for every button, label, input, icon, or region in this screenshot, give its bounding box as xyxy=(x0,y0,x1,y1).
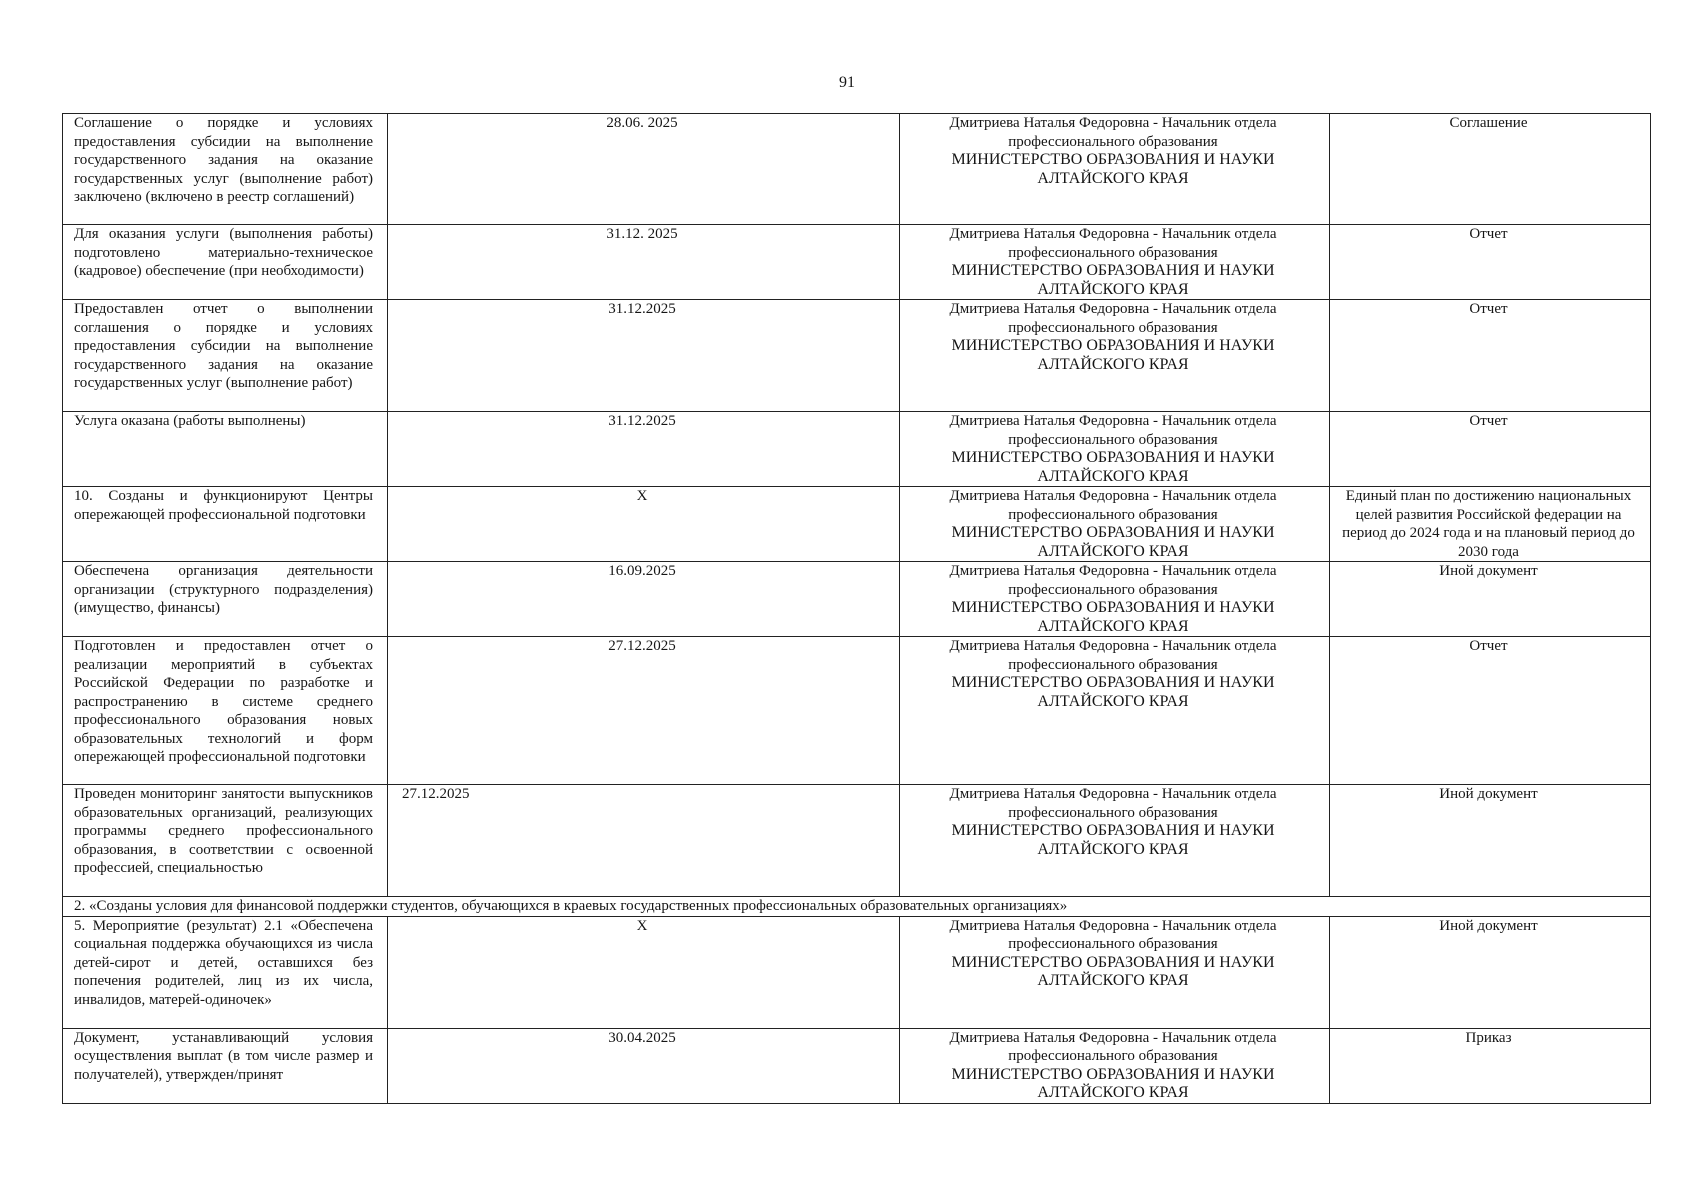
responsible-person: Дмитриева Наталья Федоровна - Начальник отдела профессионального образования xyxy=(949,917,1277,952)
document-type: Отчет xyxy=(1330,412,1651,487)
responsible-cell xyxy=(900,1028,1330,1103)
result-text: Для оказания услуги (выполнения работы) подготовлено материально-техническое (кадровое) обеспечение (при необходимости) xyxy=(63,225,388,300)
responsible-organization: МИНИСТЕРСТВО ОБРАЗОВАНИЯ И НАУКИ АЛТАЙСКОГО КРАЯ xyxy=(951,337,1275,373)
due-date: 31.12.2025 xyxy=(388,412,900,487)
responsible-cell xyxy=(900,487,1330,562)
responsible-cell xyxy=(900,300,1330,412)
due-date: 31.12. 2025 xyxy=(388,225,900,300)
document-type: Отчет xyxy=(1330,225,1651,300)
due-date: 16.09.2025 xyxy=(388,562,900,637)
responsible-cell xyxy=(900,225,1330,300)
result-text: Обеспечена организация деятельности организации (структурного подразделения) (имущество, финансы) xyxy=(63,562,388,637)
result-text: 10. Созданы и функционируют Центры опережающей профессиональной подготовки xyxy=(63,487,388,562)
responsible-cell xyxy=(900,562,1330,637)
document-type: Отчет xyxy=(1330,300,1651,412)
due-date: 31.12.2025 xyxy=(388,300,900,412)
responsible-person: Дмитриева Наталья Федоровна - Начальник отдела профессионального образования xyxy=(949,563,1277,598)
responsible-person: Дмитриева Наталья Федоровна - Начальник отдела профессионального образования xyxy=(949,301,1277,336)
responsible-cell xyxy=(900,637,1330,785)
due-date: 27.12.2025 xyxy=(388,637,900,785)
responsible-person: Дмитриева Наталья Федоровна - Начальник отдела профессионального образования xyxy=(949,1029,1277,1064)
table-row xyxy=(63,487,1651,562)
document-type: Иной документ xyxy=(1330,785,1651,897)
due-date: 30.04.2025 xyxy=(388,1028,900,1103)
document-type: Единый план по достижению национальных целей развития Российской федерации на период до 2024 года и на плановый период до 2030 года xyxy=(1330,487,1651,562)
responsible-organization: МИНИСТЕРСТВО ОБРАЗОВАНИЯ И НАУКИ АЛТАЙСКОГО КРАЯ xyxy=(951,262,1275,298)
document-type: Соглашение xyxy=(1330,114,1651,225)
result-text: Соглашение о порядке и условиях предоставления субсидии на выполнение государственного задания на оказание государственных услуг (выполнение работ) заключено (включено в реестр соглашений) xyxy=(63,114,388,225)
responsible-organization: МИНИСТЕРСТВО ОБРАЗОВАНИЯ И НАУКИ АЛТАЙСКОГО КРАЯ xyxy=(951,449,1275,485)
table-row xyxy=(63,412,1651,487)
plan-table xyxy=(62,113,1651,1104)
table-row xyxy=(63,1028,1651,1103)
responsible-organization: МИНИСТЕРСТВО ОБРАЗОВАНИЯ И НАУКИ АЛТАЙСКОГО КРАЯ xyxy=(951,151,1275,187)
result-text: Подготовлен и предоставлен отчет о реализации мероприятий в субъектах Российской Федерации по разработке и распространению в системе среднего профессионального образования новых образовательных технологий и форм опережающей профессиональной подготовки xyxy=(63,637,388,785)
responsible-person: Дмитриева Наталья Федоровна - Начальник отдела профессионального образования xyxy=(949,638,1277,673)
responsible-person: Дмитриева Наталья Федоровна - Начальник отдела профессионального образования xyxy=(949,488,1277,523)
document-type: Отчет xyxy=(1330,637,1651,785)
table-row xyxy=(63,225,1651,300)
responsible-cell xyxy=(900,916,1330,1028)
result-text: Документ, устанавливающий условия осуществления выплат (в том числе размер и получателей), утвержден/принят xyxy=(63,1028,388,1103)
responsible-organization: МИНИСТЕРСТВО ОБРАЗОВАНИЯ И НАУКИ АЛТАЙСКОГО КРАЯ xyxy=(951,674,1275,710)
responsible-organization: МИНИСТЕРСТВО ОБРАЗОВАНИЯ И НАУКИ АЛТАЙСКОГО КРАЯ xyxy=(951,822,1275,858)
responsible-person: Дмитриева Наталья Федоровна - Начальник отдела профессионального образования xyxy=(949,115,1277,150)
document-type: Иной документ xyxy=(1330,916,1651,1028)
responsible-organization: МИНИСТЕРСТВО ОБРАЗОВАНИЯ И НАУКИ АЛТАЙСКОГО КРАЯ xyxy=(951,953,1275,989)
responsible-person: Дмитриева Наталья Федоровна - Начальник отдела профессионального образования xyxy=(949,413,1277,448)
table-row xyxy=(63,785,1651,897)
responsible-organization: МИНИСТЕРСТВО ОБРАЗОВАНИЯ И НАУКИ АЛТАЙСКОГО КРАЯ xyxy=(951,524,1275,560)
result-text: Предоставлен отчет о выполнении соглашения о порядке и условиях предоставления субсидии на выполнение государственного задания на оказание государственных услуг (выполнение работ) xyxy=(63,300,388,412)
table-row xyxy=(63,916,1651,1028)
table-row xyxy=(63,637,1651,785)
result-text: Услуга оказана (работы выполнены) xyxy=(63,412,388,487)
section-row xyxy=(63,897,1651,917)
table-row xyxy=(63,300,1651,412)
due-date: X xyxy=(388,916,900,1028)
responsible-organization: МИНИСТЕРСТВО ОБРАЗОВАНИЯ И НАУКИ АЛТАЙСКОГО КРАЯ xyxy=(951,1065,1275,1101)
responsible-person: Дмитриева Наталья Федоровна - Начальник отдела профессионального образования xyxy=(949,786,1277,821)
document-type: Приказ xyxy=(1330,1028,1651,1103)
responsible-cell xyxy=(900,412,1330,487)
responsible-organization: МИНИСТЕРСТВО ОБРАЗОВАНИЯ И НАУКИ АЛТАЙСКОГО КРАЯ xyxy=(951,599,1275,635)
due-date: X xyxy=(388,487,900,562)
responsible-cell xyxy=(900,785,1330,897)
page-number: 91 xyxy=(839,74,855,91)
result-text: Проведен мониторинг занятости выпускников образовательных организаций, реализующих программы среднего профессионального образования, в соответствии с освоенной профессией, специальностью xyxy=(63,785,388,897)
table-row xyxy=(63,562,1651,637)
due-date: 27.12.2025 xyxy=(388,785,900,897)
section-title: 2. «Созданы условия для финансовой поддержки студентов, обучающихся в краевых государственных профессиональных образовательных организациях» xyxy=(63,897,1651,917)
result-text: 5. Мероприятие (результат) 2.1 «Обеспечена социальная поддержка обучающихся из числа детей-сирот и детей, оставшихся без попечения родителей, лиц из их числа, инвалидов, матерей-одиночек» xyxy=(63,916,388,1028)
document-type: Иной документ xyxy=(1330,562,1651,637)
due-date: 28.06. 2025 xyxy=(388,114,900,225)
table-row xyxy=(63,114,1651,225)
responsible-cell xyxy=(900,114,1330,225)
responsible-person: Дмитриева Наталья Федоровна - Начальник отдела профессионального образования xyxy=(949,226,1277,261)
